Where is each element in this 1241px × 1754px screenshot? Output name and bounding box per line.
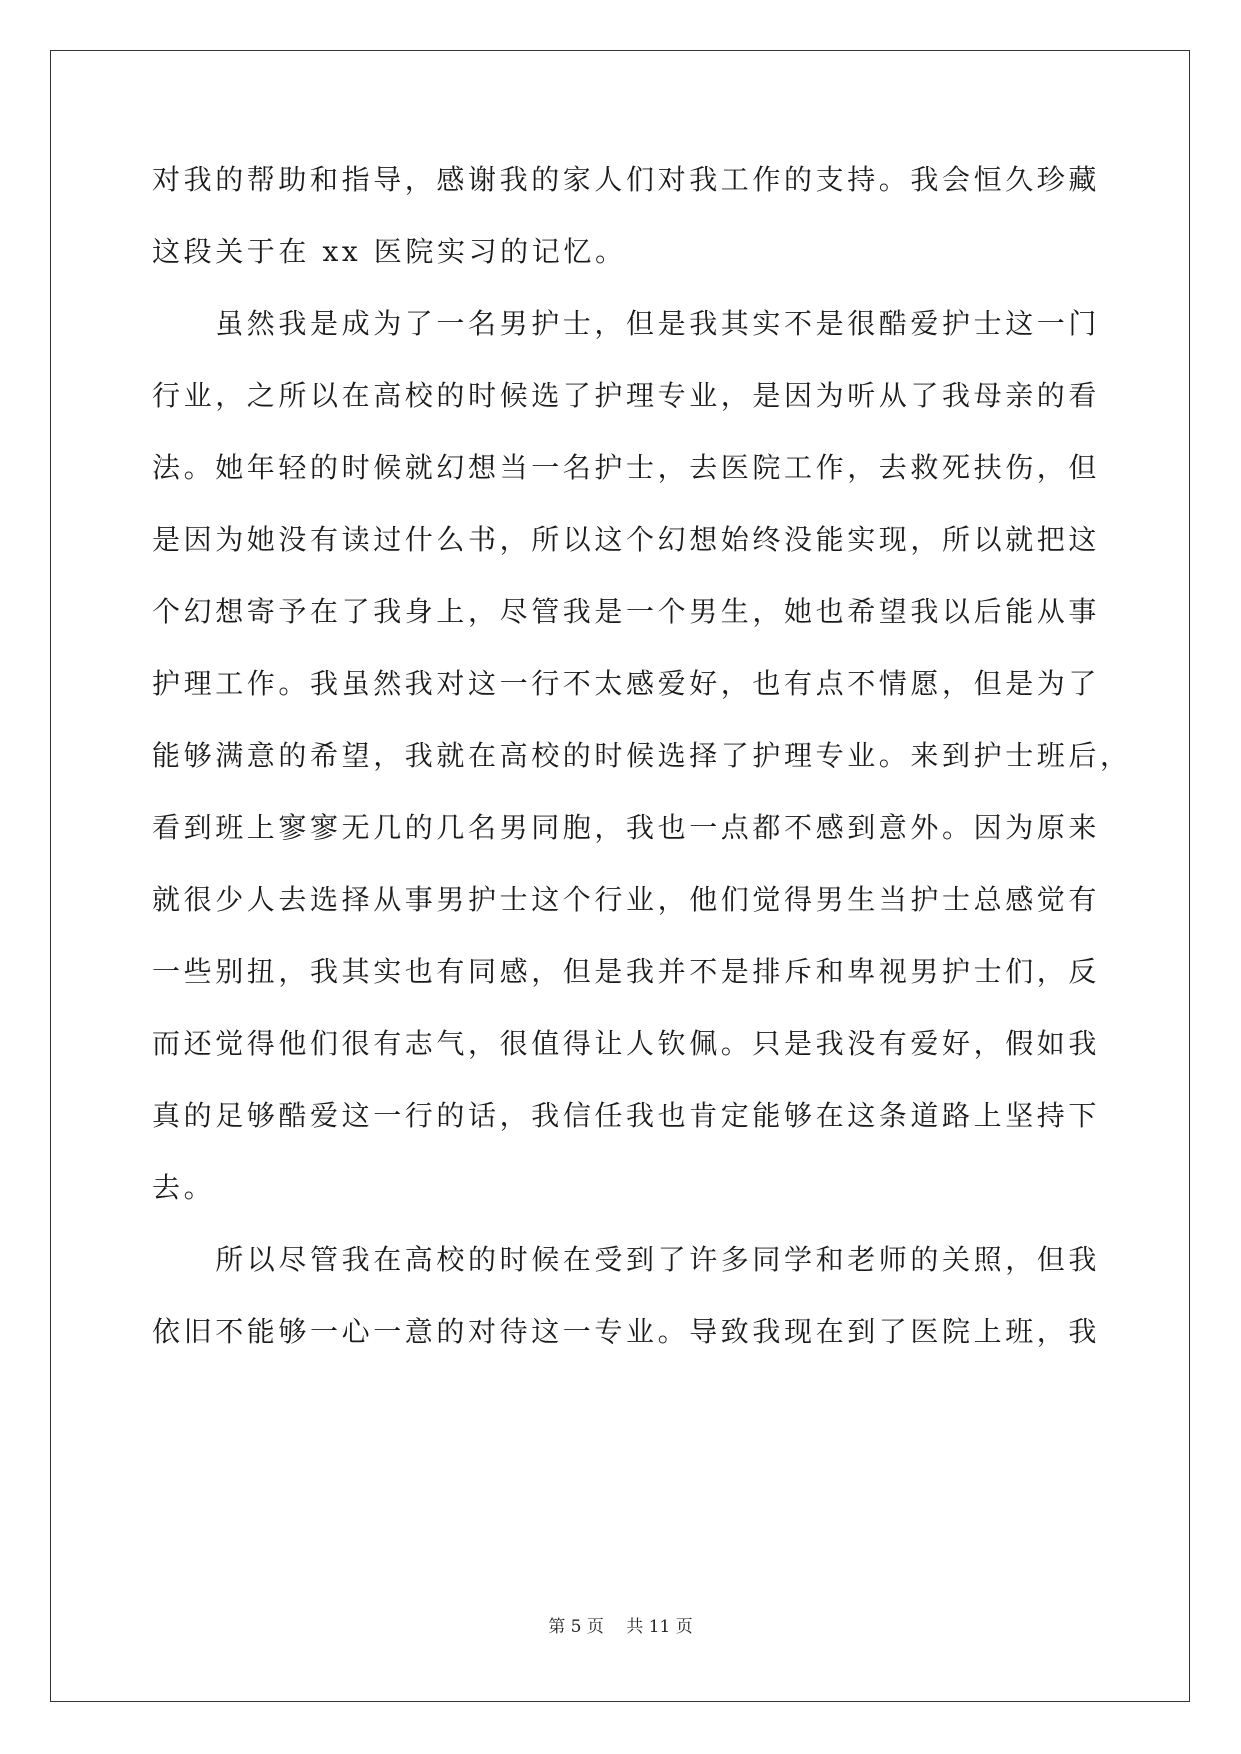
text-line: 能够满意的希望，我就在高校的时候选择了护理专业。来到护士班后， [152, 739, 1132, 772]
text-line: 而还觉得他们很有志气，很值得让人钦佩。只是我没有爱好，假如我 [152, 1027, 1101, 1060]
text-line: 真的足够酷爱这一行的话，我信任我也肯定能够在这条道路上坚持下 [152, 1099, 1101, 1132]
text-line: 个幻想寄予在了我身上，尽管我是一个男生，她也希望我以后能从事 [152, 595, 1101, 628]
text-line: 行业，之所以在高校的时候选了护理专业，是因为听从了我母亲的看 [152, 379, 1101, 412]
text-line: 这段关于在 xx 医院实习的记忆。 [152, 235, 627, 268]
text-line: 是因为她没有读过什么书，所以这个幻想始终没能实现，所以就把这 [152, 523, 1101, 556]
text-line: 一些别扭，我其实也有同感，但是我并不是排斥和卑视男护士们，反 [152, 955, 1101, 988]
page-number: 第 5 页 共 11 页 [548, 1617, 693, 1637]
text-line: 虽然我是成为了一名男护士，但是我其实不是很酷爱护士这一门 [152, 307, 1101, 340]
text-line: 护理工作。我虽然我对这一行不太感爱好，也有点不情愿，但是为了 [152, 667, 1101, 700]
text-line: 所以尽管我在高校的时候在受到了许多同学和老师的关照，但我 [152, 1243, 1101, 1276]
text-line: 看到班上寥寥无几的几名男同胞，我也一点都不感到意外。因为原来 [152, 811, 1101, 844]
text-line: 就很少人去选择从事男护士这个行业，他们觉得男生当护士总感觉有 [152, 883, 1101, 916]
page-frame [50, 50, 1190, 1702]
text-line: 依旧不能够一心一意的对待这一专业。导致我现在到了医院上班，我 [152, 1315, 1101, 1348]
text-line: 法。她年轻的时候就幻想当一名护士，去医院工作，去救死扶伤，但 [152, 451, 1101, 484]
text-line: 去。 [152, 1171, 216, 1204]
text-line: 对我的帮助和指导，感谢我的家人们对我工作的支持。我会恒久珍藏 [152, 163, 1101, 196]
